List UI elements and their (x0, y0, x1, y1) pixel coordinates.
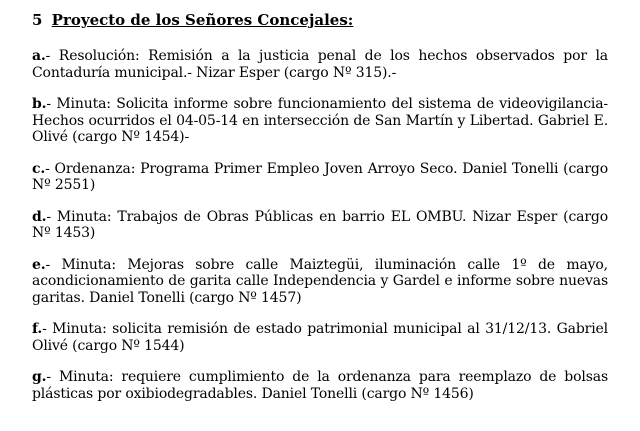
item-a (32, 48, 608, 81)
item-b (32, 96, 608, 146)
item-text: - Minuta: Trabajos de Obras Públicas en barrio EL OMBU. Nizar Esper (cargo Nº 1453) (32, 208, 608, 241)
item-letter: f. (32, 321, 43, 337)
item-g (32, 369, 608, 402)
item-text: - Minuta: solicita remisión de estado patrimonial municipal al 31/12/13. Gabriel Olivé (cargo Nº 1544) (32, 321, 608, 354)
section-heading (32, 11, 608, 29)
item-c (32, 161, 608, 194)
item-f (32, 321, 608, 354)
item-letter: a. (32, 48, 46, 64)
item-d (32, 209, 608, 242)
item-e (32, 257, 608, 307)
item-text: - Minuta: requiere cumplimiento de la ordenanza para reemplazo de bolsas plásticas por oxibiodegradables. Daniel Tonelli (cargo Nº 1456) (32, 369, 608, 402)
item-text: - Resolución: Remisión a la justicia penal de los hechos observados por la Contaduría municipal.- Nizar Esper (cargo Nº 315).- (32, 48, 608, 81)
section-number: 5 (32, 11, 43, 29)
section-title: Proyecto de los Señores Concejales: (51, 11, 354, 29)
item-text: - Minuta: Mejoras sobre calle Maiztegüi, iluminación calle 1º de mayo, acondicionamiento de garita calle Independencia y Gardel e informe sobre nuevas garitas. Daniel Tonelli (cargo Nº 1457) (32, 256, 608, 306)
item-letter: g. (32, 369, 47, 385)
item-letter: c. (32, 160, 46, 177)
item-letter: e. (32, 256, 46, 273)
item-text: - Ordenanza: Programa Primer Empleo Joven Arroyo Seco. Daniel Tonelli (cargo Nº 2551) (32, 160, 608, 193)
item-text: - Minuta: Solicita informe sobre funcionamiento del sistema de videovigilancia- Hechos ocurridos el 04-05-14 en intersección de San Martín y Libertad. Gabriel E. Olivé (cargo Nº 1454)- (32, 96, 608, 145)
item-letter: d. (32, 208, 47, 225)
item-letter: b. (32, 96, 47, 112)
